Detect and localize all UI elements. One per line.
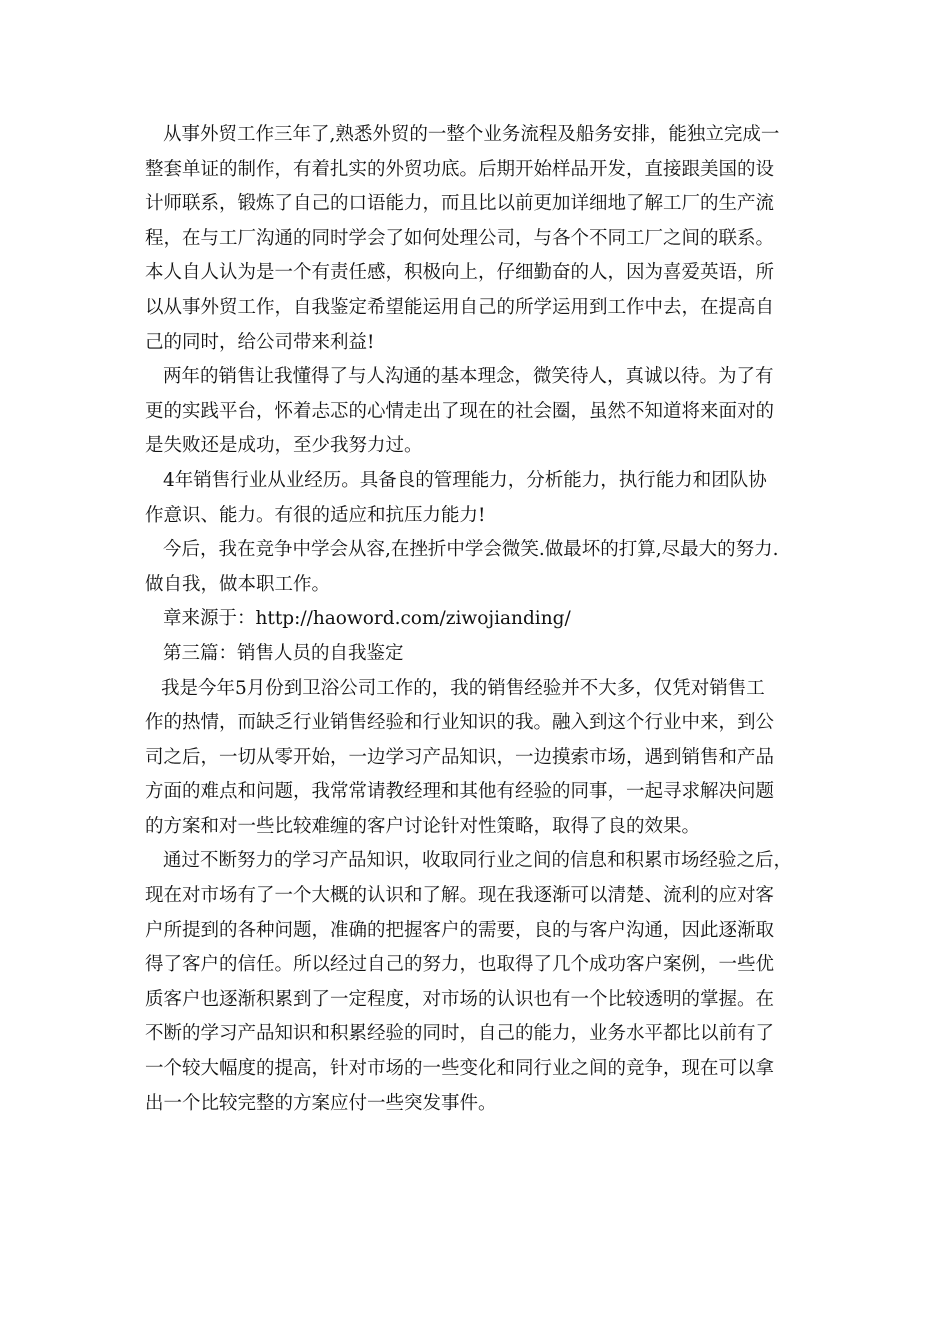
text-line: 通过不断努力的学习产品知识，收取同行业之间的信息和积累市场经验之后，: [163, 850, 793, 872]
text-line: 的方案和对一些比较难缠的客户讨论针对性策略，取得了良的效果。: [145, 815, 701, 837]
document-body: [145, 118, 815, 1121]
text-line: 今后，我在竞争中学会从容,在挫折中学会微笑.做最坏的打算,尽最大的努力.: [163, 539, 779, 561]
paragraph-bathroom-company: [145, 672, 815, 845]
text-line: 不断的学习产品知识和积累经验的同时，自己的能力，业务水平都比以前有了: [145, 1023, 775, 1045]
section-heading: [145, 637, 815, 672]
text-line: 更的实践平台，怀着忐忑的心情走出了现在的社会圈，虽然不知道将来面对的: [145, 400, 775, 422]
text-line: 一个较大幅度的提高，针对市场的一些变化和同行业之间的竞争，现在可以拿: [145, 1058, 775, 1080]
text-line: 得了客户的信任。所以经过自己的努力，也取得了几个成功客户案例，一些优: [145, 954, 775, 976]
text-line: 本人自人认为是一个有责任感，积极向上，仔细勤奋的人，因为喜爱英语，所: [145, 262, 775, 284]
text-line: 计师联系，锻炼了自己的口语能力，而且比以前更加详细地了解工厂的生产流: [145, 193, 775, 215]
source-line: 章来源于：http://haoword.com/ziwojianding/: [163, 608, 571, 630]
section-title: 第三篇：销售人员的自我鉴定: [163, 642, 404, 664]
text-line: 户所提到的各种问题，准确的把握客户的需要，良的与客户沟通，因此逐渐取: [145, 919, 775, 941]
text-line: 4年销售行业从业经历。具备良的管理能力，分析能力，执行能力和团队协: [163, 469, 767, 491]
text-line: 现在对市场有了一个大概的认识和了解。现在我逐渐可以清楚、流利的应对客: [145, 885, 775, 907]
paragraph-source: [145, 602, 815, 637]
text-line: 以从事外贸工作，自我鉴定希望能运用自己的所学运用到工作中去，在提高自: [145, 296, 775, 318]
paragraph-future: [145, 533, 815, 602]
paragraph-continuous-learning: [145, 844, 815, 1121]
text-line: 出一个比较完整的方案应付一些突发事件。: [145, 1092, 497, 1114]
text-line: 作意识、能力。有很的适应和抗压力能力!: [145, 504, 486, 526]
paragraph-two-years-sales: [145, 360, 815, 464]
text-line: 己的同时，给公司带来利益!: [145, 331, 375, 353]
text-line: 我是今年5月份到卫浴公司工作的，我的销售经验并不大多，仅凭对销售工: [161, 677, 765, 699]
text-line: 做自我，做本职工作。: [145, 573, 331, 595]
text-line: 整套单证的制作，有着扎实的外贸功底。后期开始样品开发，直接跟美国的设: [145, 158, 775, 180]
text-line: 作的热情，而缺乏行业销售经验和行业知识的我。融入到这个行业中来，到公: [145, 712, 775, 734]
paragraph-foreign-trade: [145, 118, 815, 360]
paragraph-four-years-experience: [145, 464, 815, 533]
text-line: 是失败还是成功，至少我努力过。: [145, 435, 423, 457]
text-line: 两年的销售让我懂得了与人沟通的基本理念，微笑待人，真诚以待。为了有: [163, 366, 774, 388]
text-line: 质客户也逐渐积累到了一定程度，对市场的认识也有一个比较透明的掌握。在: [145, 988, 775, 1010]
text-line: 程，在与工厂沟通的同时学会了如何处理公司，与各个不同工厂之间的联系。: [145, 227, 775, 249]
text-line: 方面的难点和问题，我常常请教经理和其他有经验的同事，一起寻求解决问题: [145, 781, 775, 803]
text-line: 从事外贸工作三年了,熟悉外贸的一整个业务流程及船务安排，能独立完成一: [163, 124, 780, 145]
text-line: 司之后，一切从零开始，一边学习产品知识，一边摸索市场，遇到销售和产品: [145, 746, 775, 768]
